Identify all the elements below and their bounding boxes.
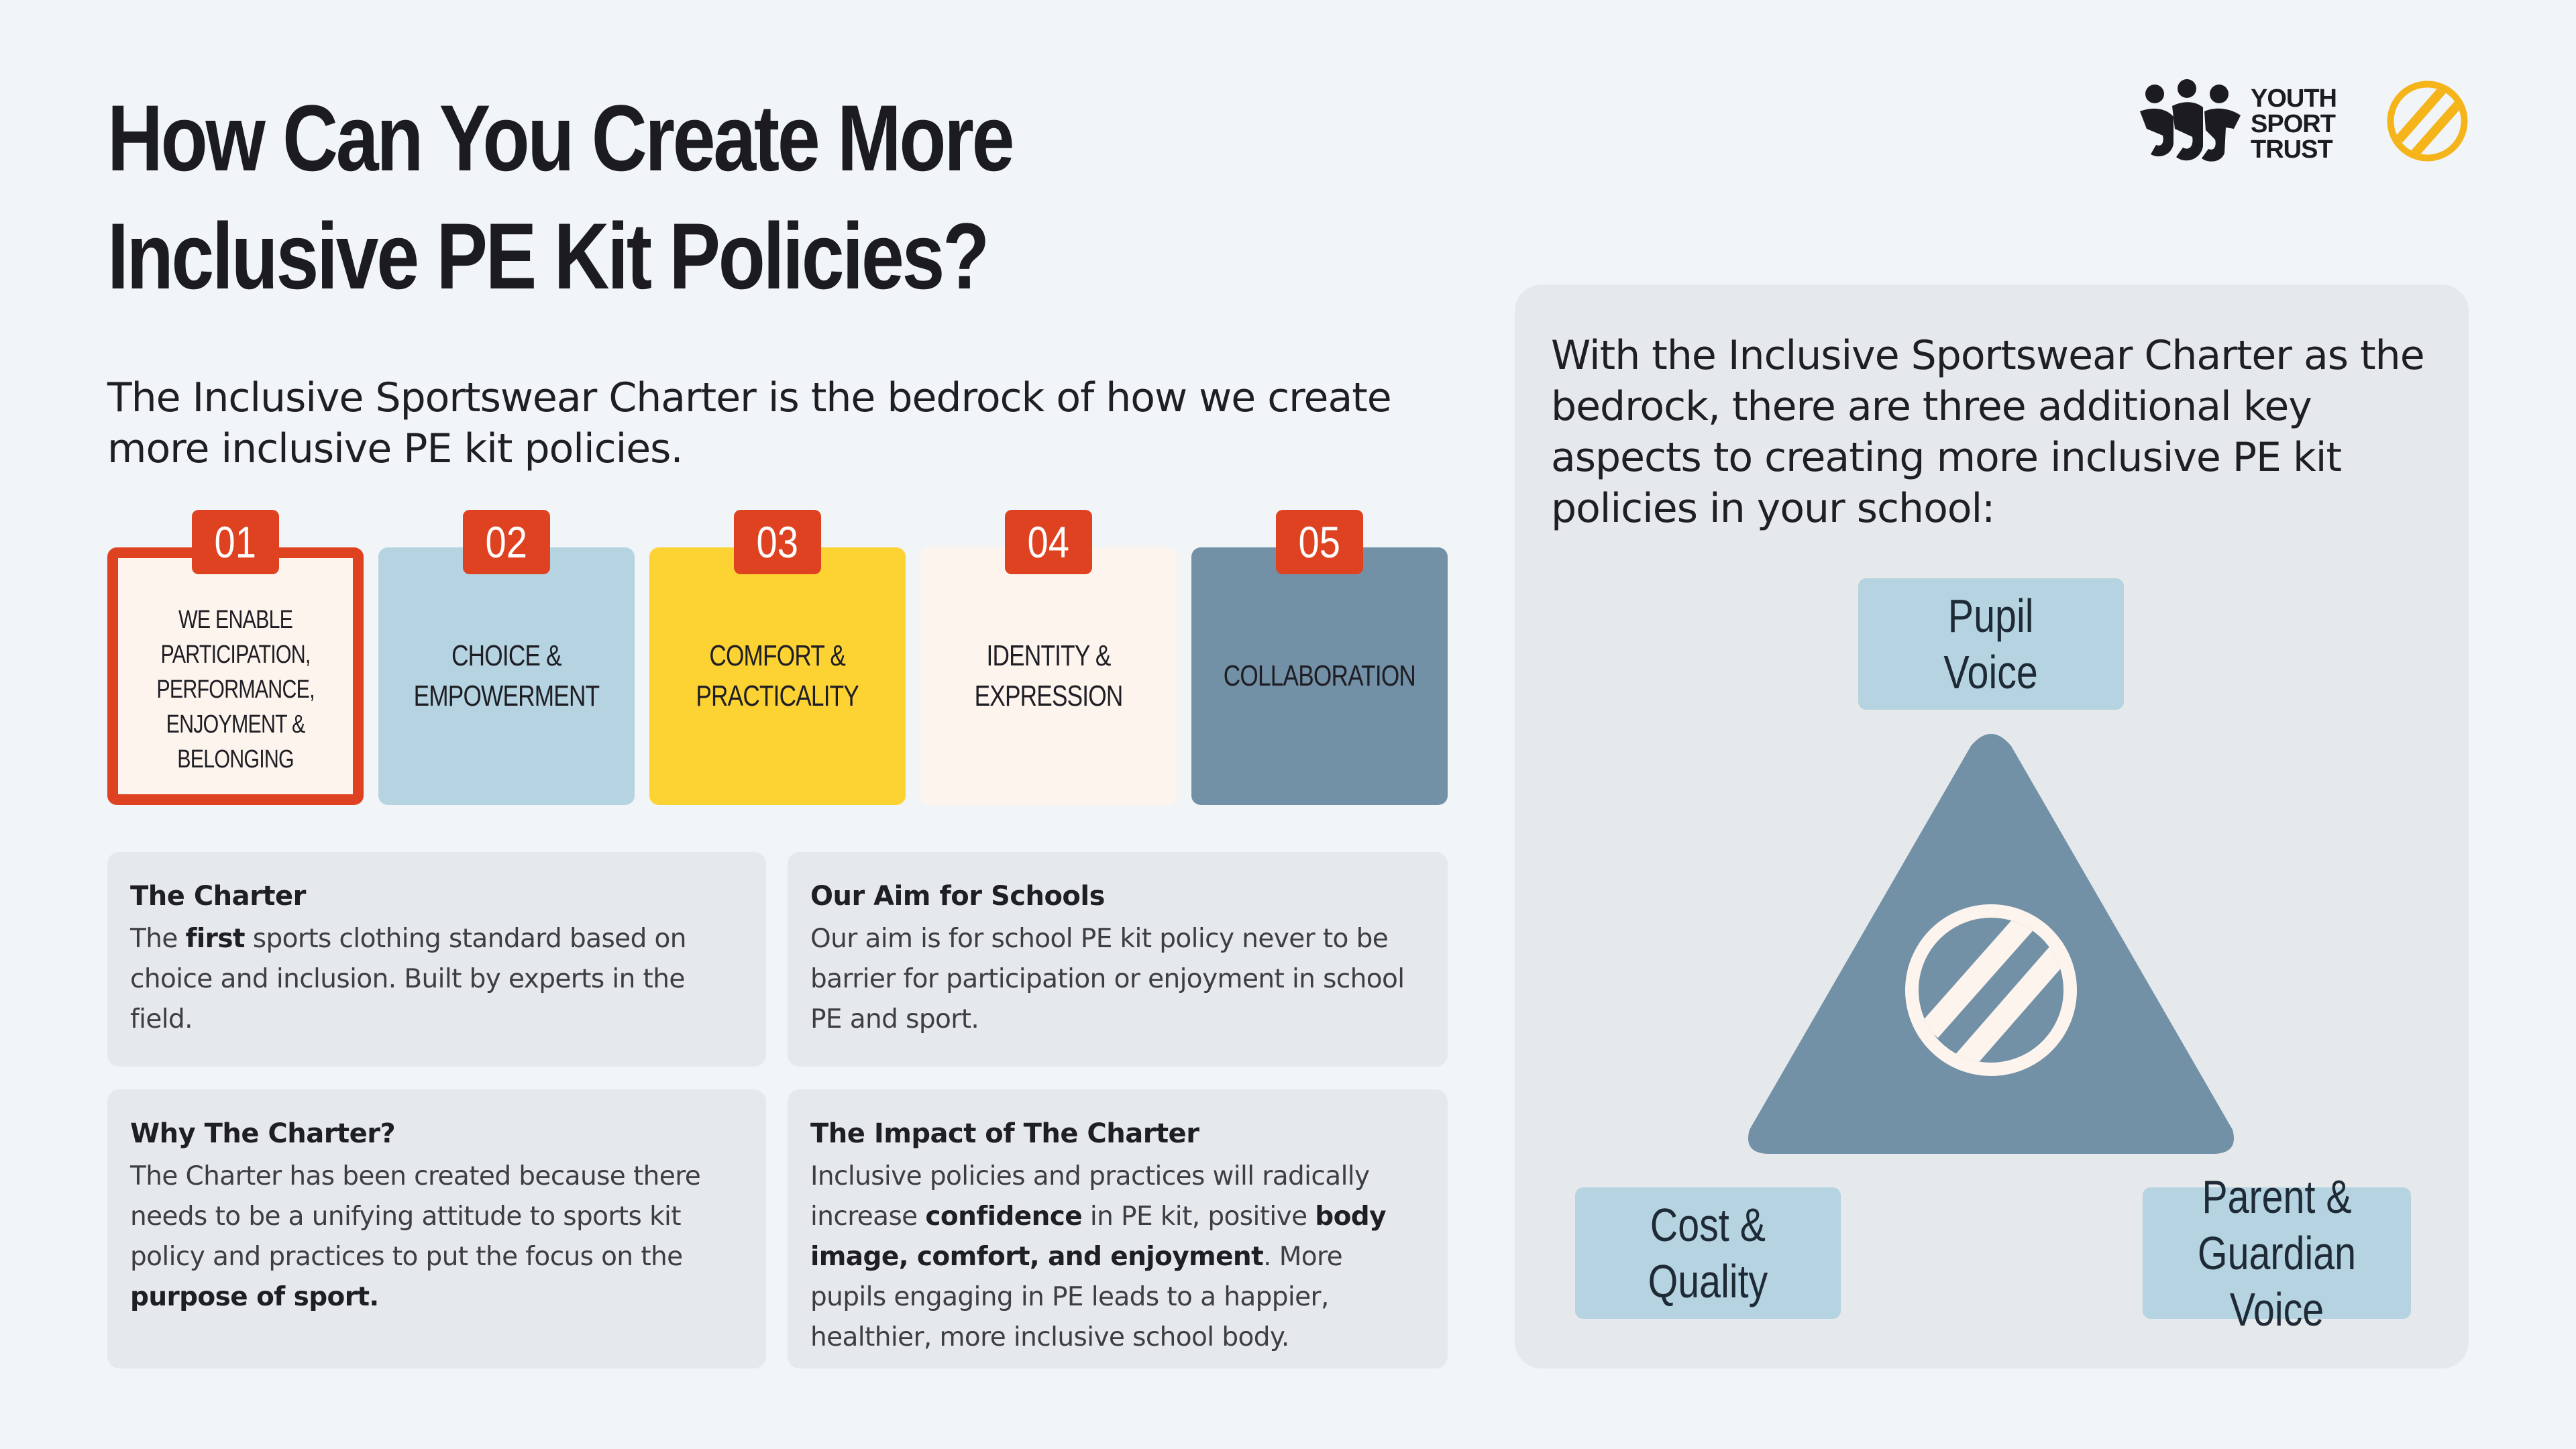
pillar-number-badge: 02 — [463, 510, 550, 574]
pillar-label: WE ENABLE PARTICIPATION, PERFORMANCE, ENJOYMENT & BELONGING — [156, 606, 315, 773]
intro-subtitle: The Inclusive Sportswear Charter is the bedrock of how we create more inclusive PE kit policies. — [107, 374, 1391, 472]
card-title: Our Aim for Schools — [810, 881, 1105, 912]
card-impact — [788, 1089, 1448, 1368]
box-label: Cost & Quality — [1648, 1199, 1768, 1307]
pillar-label: COMFORT & PRACTICALITY — [696, 639, 859, 712]
cost-quality-box — [1575, 1187, 1841, 1319]
card-the-charter — [107, 852, 766, 1067]
charter-stripe-circle-icon — [2385, 79, 2469, 163]
pillar-number-badge: 05 — [1276, 510, 1363, 574]
triangle-diagram — [1743, 727, 2239, 1157]
box-label: Pupil Voice — [1943, 590, 2039, 698]
card-text: The first sports clothing standard based on choice and inclusion. Built by experts in the field. — [130, 924, 686, 1034]
pillar-label: CHOICE & EMPOWERMENT — [413, 639, 600, 712]
pillar-label: COLLABORATION — [1223, 659, 1416, 692]
card-text: The Charter has been created because there needs to be a unifying attitude to sports kit policy and practices to put the focus on the purpose of sport. — [130, 1161, 701, 1312]
pillar-number-badge: 01 — [192, 510, 279, 574]
panel-intro-text: With the Inclusive Sportswear Charter as the bedrock, there are three additional key aspects to creating more inclusive PE kit policies in your school: — [1551, 332, 2424, 532]
page-title: How Can You Create More Inclusive PE Kit Policies? — [107, 85, 1013, 309]
card-text: Inclusive policies and practices will radically increase confidence in PE kit, positive body image, comfort, and enjoyment. More pupils engaging in PE leads to a happier, healthier, more inclusive school body. — [810, 1161, 1386, 1352]
card-text: Our aim is for school PE kit policy never to be barrier for participation or enjoyment in school PE and sport. — [810, 924, 1405, 1034]
card-why-the-charter — [107, 1089, 766, 1368]
pillar-04 — [920, 547, 1177, 805]
card-title: The Charter — [130, 881, 306, 912]
pillar-05 — [1191, 547, 1448, 805]
pillar-label: IDENTITY & EXPRESSION — [974, 639, 1123, 712]
yst-figures-icon — [2133, 79, 2247, 166]
pupil-voice-box — [1858, 578, 2124, 710]
youth-sport-trust-logo — [2133, 79, 2348, 166]
card-title: Why The Charter? — [130, 1118, 396, 1149]
card-title: The Impact of The Charter — [810, 1118, 1199, 1149]
card-our-aim — [788, 852, 1448, 1067]
box-label: Parent & Guardian Voice — [2197, 1171, 2357, 1336]
pillar-01 — [107, 547, 364, 805]
key-aspects-panel — [1515, 284, 2469, 1368]
pillar-03 — [649, 547, 906, 805]
pillar-number-badge: 03 — [734, 510, 821, 574]
pillar-number-badge: 04 — [1005, 510, 1092, 574]
yst-wordmark: YOUTH SPORT TRUST — [2251, 85, 2337, 164]
pillar-02 — [378, 547, 635, 805]
parent-guardian-voice-box — [2143, 1171, 2411, 1336]
